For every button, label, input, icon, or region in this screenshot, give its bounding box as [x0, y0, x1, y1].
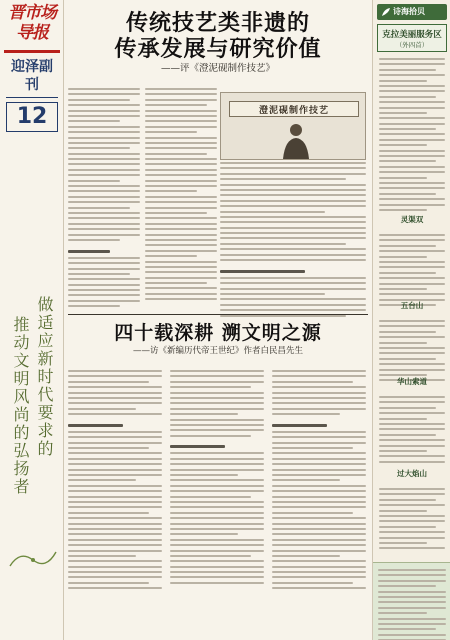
poem-2-body	[379, 234, 445, 309]
article-1-headline-line-2: 传承发展与研究价值	[114, 36, 322, 62]
masthead-rule	[4, 50, 60, 53]
masthead-logo: 晋市场导报	[8, 3, 56, 43]
section-name: 迎泽副刊	[11, 59, 53, 93]
article-1-subtitle: ——评《澄泥砚制作技艺》	[160, 63, 275, 74]
article-1-subhead-1	[68, 250, 110, 253]
issue-meta	[8, 540, 58, 636]
sidebar-tag-label: 诗海拾贝	[393, 7, 425, 16]
article-2-column-2	[170, 370, 264, 587]
article-1-column-2	[145, 88, 217, 304]
left-strip	[0, 0, 64, 640]
sidebar-author-bio	[373, 562, 450, 640]
poetry-sidebar	[372, 0, 450, 640]
author-bio-text	[378, 569, 446, 640]
slogan-line-2: 推动文明风尚的弘扬者	[11, 316, 30, 496]
sidebar-header-title: 克拉美丽服务区	[382, 30, 442, 40]
poem-3-title: 五台山	[400, 301, 424, 310]
article-1-headline-line-1: 传统技艺类非遗的	[125, 10, 310, 36]
poem-5-body	[379, 488, 445, 553]
article-intangible-heritage	[68, 0, 368, 310]
section-rule	[6, 97, 58, 98]
sidebar-tag	[377, 4, 447, 20]
article-2-column-1	[68, 370, 162, 593]
article-2-subhead-3	[272, 424, 327, 427]
poem-1-body	[379, 58, 445, 214]
vertical-slogan	[6, 296, 60, 536]
poem-4-title: 华山索道	[397, 377, 427, 386]
poem-tag-icon	[381, 7, 391, 17]
sidebar-header-subtitle: （外四首）	[395, 41, 429, 49]
slogan-line-1: 做适应新时代要求的	[35, 296, 54, 458]
craftsman-figure	[279, 121, 313, 159]
poem-3-body	[379, 320, 445, 385]
photo-sign-board	[229, 101, 359, 117]
article-2-subtitle: ——访《新编历代帝王世纪》作者白民昌先生	[132, 346, 303, 356]
article-2-column-3	[272, 370, 366, 593]
article-2-headline: 四十载深耕 溯文明之源	[114, 322, 322, 344]
poem-4-body	[379, 396, 445, 466]
article-historian-interview	[68, 314, 368, 640]
article-2-subhead-1	[68, 424, 123, 427]
article-1-column-1	[68, 88, 140, 311]
article-1-columns-right	[220, 162, 366, 320]
photo-sign-text: 澄泥砚制作技艺	[258, 106, 329, 116]
sidebar-header	[377, 24, 447, 52]
article-1-subhead-2	[220, 270, 305, 273]
poem-2-title: 灵渠双	[400, 215, 424, 224]
article-2-subhead-2	[170, 445, 225, 448]
masthead	[2, 3, 62, 55]
article-divider	[68, 314, 368, 315]
page-number: 12	[16, 104, 48, 129]
poem-5-title: 过大焰山	[397, 469, 427, 478]
heritage-photo	[220, 92, 366, 160]
